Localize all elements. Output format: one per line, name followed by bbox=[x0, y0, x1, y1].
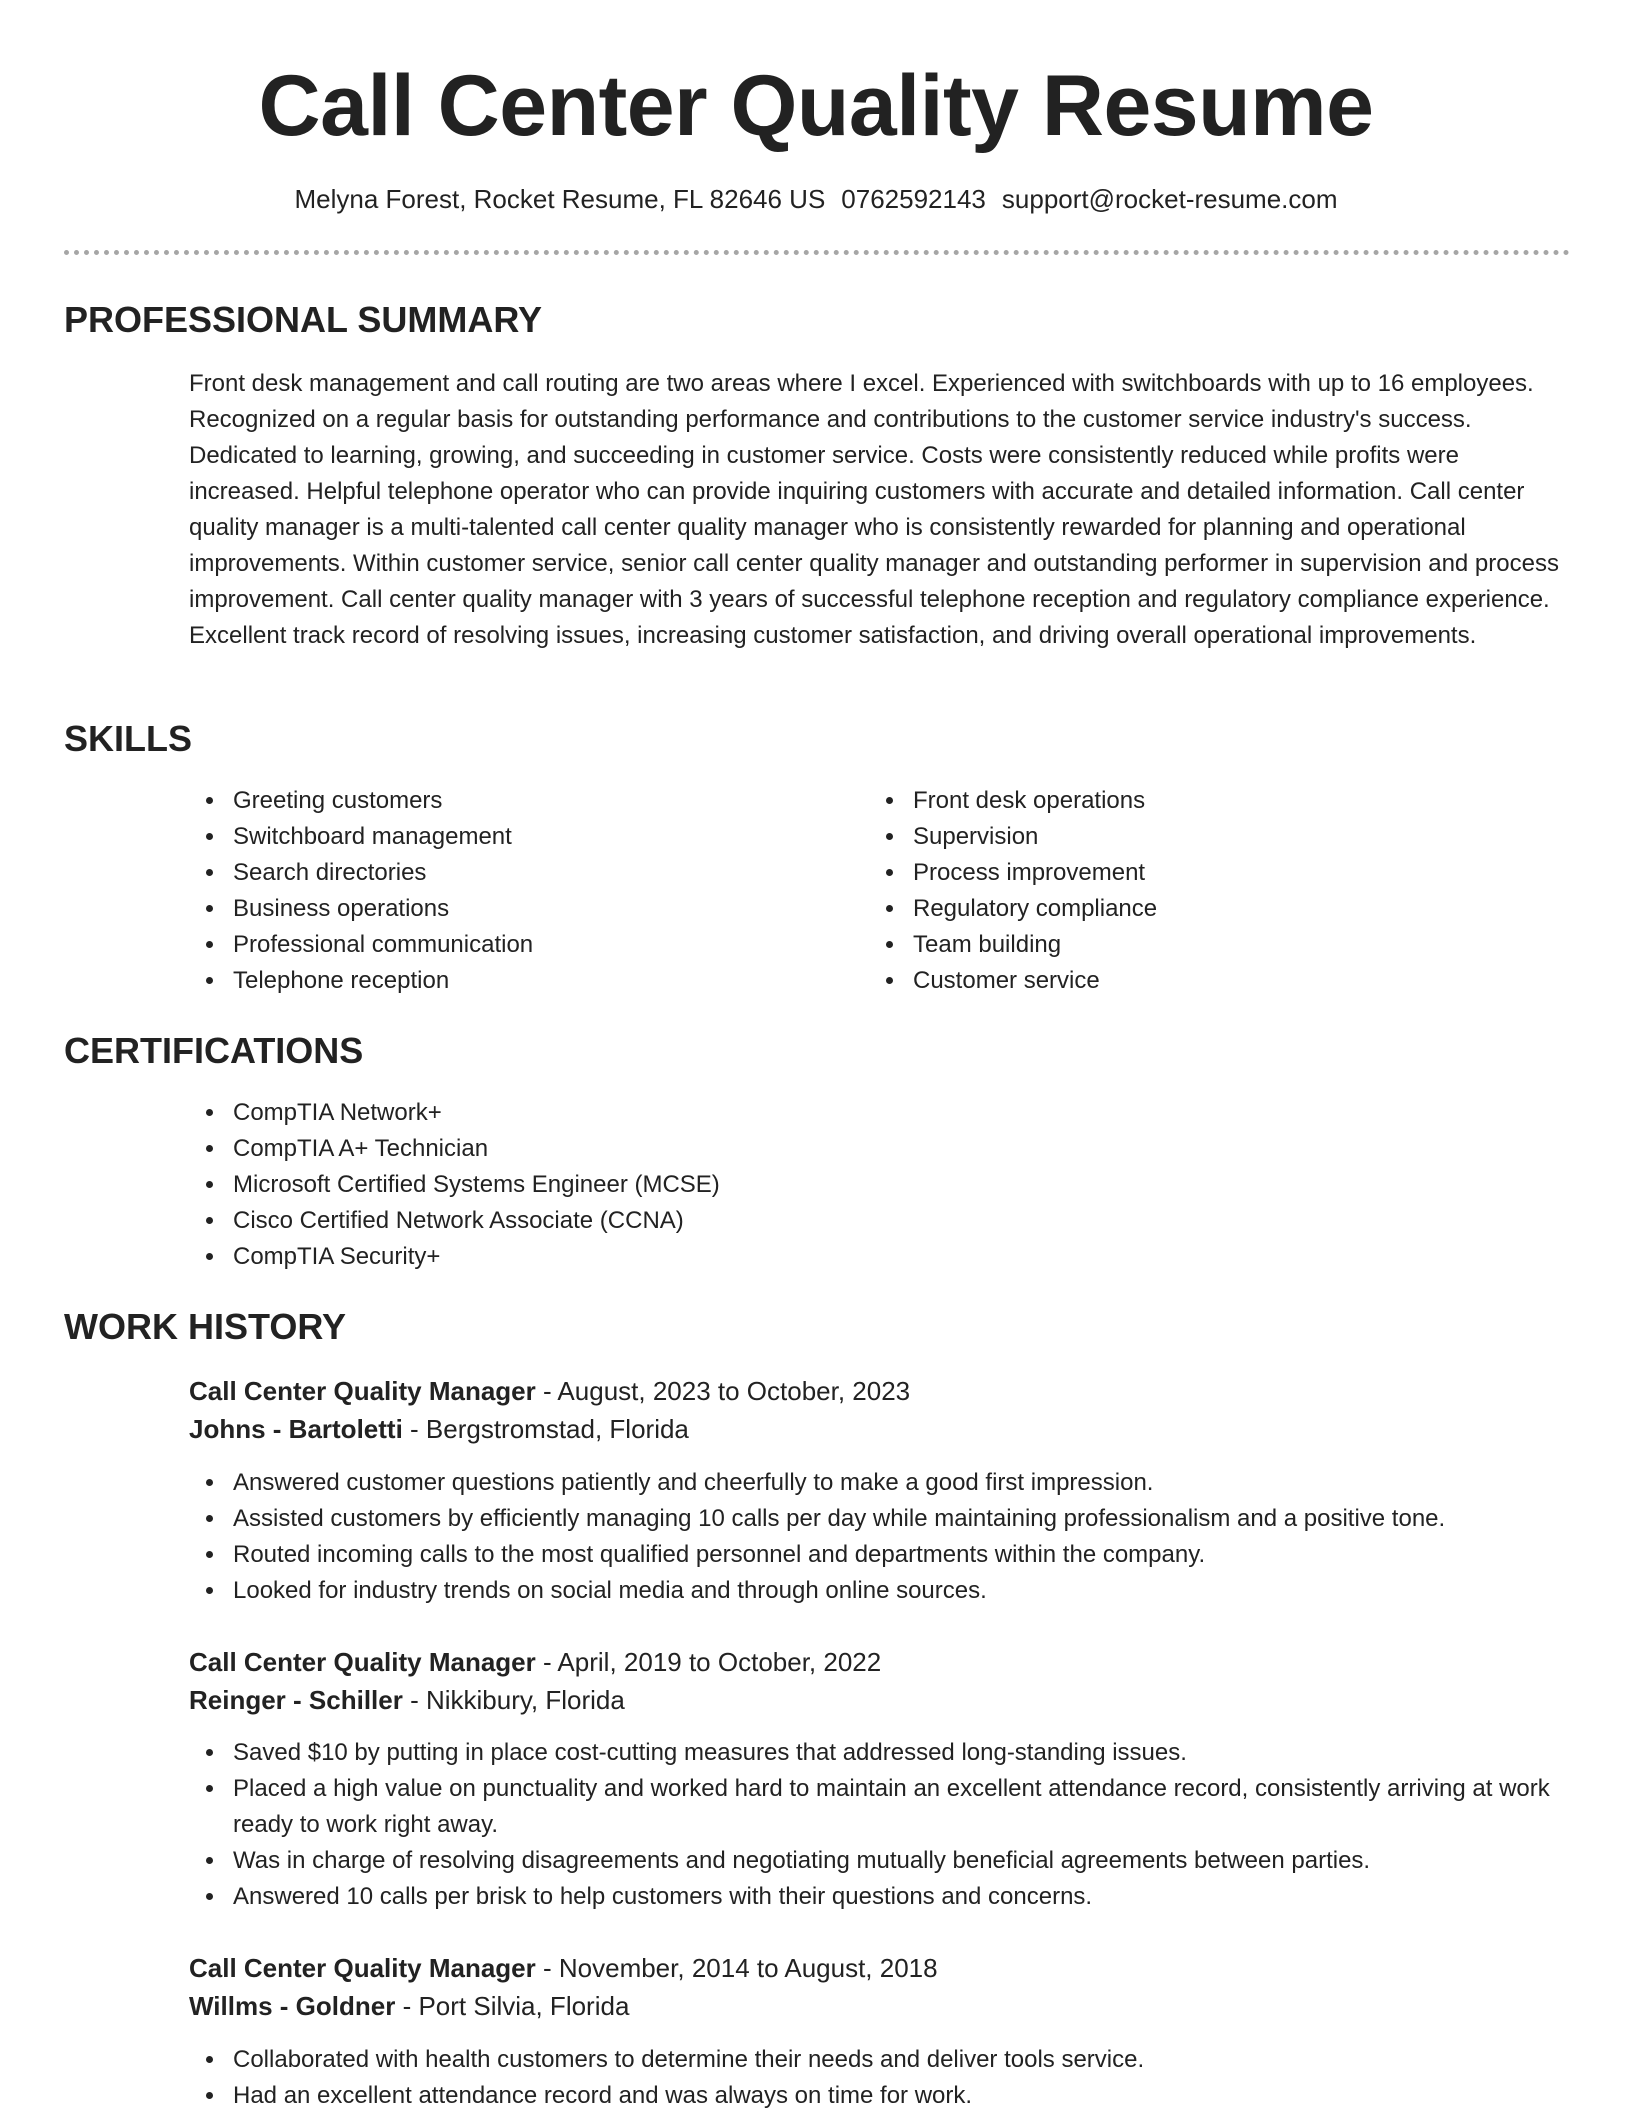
list-item: Saved $10 by putting in place cost-cutting measures that addressed long-standing issues. bbox=[189, 1735, 1569, 1771]
job-dates: - April, 2019 to October, 2022 bbox=[535, 1647, 882, 1677]
job-location: - Port Silvia, Florida bbox=[395, 1991, 630, 2021]
list-item: Had an excellent attendance record and was always on time for work. bbox=[189, 2078, 1569, 2112]
job-company-line bbox=[189, 1410, 689, 1448]
job-dates: - August, 2023 to October, 2023 bbox=[535, 1376, 911, 1406]
job-title-line bbox=[189, 1372, 910, 1410]
header-divider bbox=[64, 250, 1570, 255]
list-item: Was in charge of resolving disagreements and negotiating mutually beneficial agreements between parties. bbox=[189, 1843, 1569, 1879]
list-item: Placed a high value on punctuality and worked hard to maintain an excellent attendance record, consistently arriving at work ready to work right away. bbox=[189, 1771, 1569, 1843]
job-location: - Bergstromstad, Florida bbox=[402, 1414, 689, 1444]
job-company-line bbox=[189, 1681, 625, 1719]
list-item: Collaborated with health customers to determine their needs and deliver tools service. bbox=[189, 2042, 1569, 2078]
resume-title: Call Center Quality Resume bbox=[258, 58, 1374, 154]
list-item: Business operations bbox=[189, 891, 829, 927]
job-company: Reinger - Schiller bbox=[189, 1685, 403, 1715]
list-item: Microsoft Certified Systems Engineer (MCSE) bbox=[189, 1167, 1569, 1203]
list-item: CompTIA A+ Technician bbox=[189, 1131, 1569, 1167]
list-item: Search directories bbox=[189, 855, 829, 891]
job-title-line bbox=[189, 1643, 881, 1681]
certifications-list bbox=[189, 1095, 1569, 1275]
list-item: Team building bbox=[869, 927, 1509, 963]
skills-list-right bbox=[869, 783, 1509, 999]
job-bullets bbox=[189, 1465, 1569, 1609]
contact-email: support@rocket-resume.com bbox=[1001, 184, 1338, 214]
list-item: Regulatory compliance bbox=[869, 891, 1509, 927]
list-item: Cisco Certified Network Associate (CCNA) bbox=[189, 1203, 1569, 1239]
job-company-line bbox=[189, 1987, 629, 2025]
list-item: Front desk operations bbox=[869, 783, 1509, 819]
list-item: Professional communication bbox=[189, 927, 829, 963]
contact-line bbox=[0, 181, 1632, 217]
work-history-heading: WORK HISTORY bbox=[64, 1306, 347, 1347]
skills-heading: SKILLS bbox=[64, 718, 193, 759]
list-item: Switchboard management bbox=[189, 819, 829, 855]
job-company: Johns - Bartoletti bbox=[189, 1414, 403, 1444]
job-title: Call Center Quality Manager bbox=[189, 1376, 536, 1406]
certifications-heading: CERTIFICATIONS bbox=[64, 1030, 364, 1071]
list-item: Supervision bbox=[869, 819, 1509, 855]
list-item: CompTIA Network+ bbox=[189, 1095, 1569, 1131]
summary-text: Front desk management and call routing are two areas where I excel. Experienced with switchboards with up to 16 employees. Recognized on a regular basis for outstanding performance and contributions to the customer service industry's success. Dedicated to learning, growing, and succeeding in customer service. Costs were consistently reduced while profits were increased. Helpful telephone operator who can provide inquiring customers with accurate and detailed information. Call center quality manager is a multi-talented call center quality manager who is consistently rewarded for planning and operational improvements. Within customer service, senior call center quality manager and outstanding performer in supervision and process improvement. Call center quality manager with 3 years of successful telephone reception and regulatory compliance experience. Excellent track record of resolving issues, increasing customer satisfaction, and driving overall operational improvements. bbox=[189, 370, 1559, 649]
job-title: Call Center Quality Manager bbox=[189, 1647, 536, 1677]
job-location: - Nikkibury, Florida bbox=[402, 1685, 625, 1715]
list-item: Answered customer questions patiently and cheerfully to make a good first impression. bbox=[189, 1465, 1569, 1501]
job-bullets bbox=[189, 2042, 1569, 2112]
list-item: CompTIA Security+ bbox=[189, 1239, 1569, 1275]
job-title-line bbox=[189, 1949, 938, 1987]
list-item: Assisted customers by efficiently managing 10 calls per day while maintaining professionalism and a positive tone. bbox=[189, 1501, 1569, 1537]
job-dates: - November, 2014 to August, 2018 bbox=[535, 1953, 938, 1983]
job-bullets bbox=[189, 1735, 1569, 1915]
list-item: Answered 10 calls per brisk to help customers with their questions and concerns. bbox=[189, 1879, 1569, 1915]
list-item: Process improvement bbox=[869, 855, 1509, 891]
job-title: Call Center Quality Manager bbox=[189, 1953, 536, 1983]
list-item: Greeting customers bbox=[189, 783, 829, 819]
list-item: Telephone reception bbox=[189, 963, 829, 999]
list-item: Looked for industry trends on social media and through online sources. bbox=[189, 1573, 1569, 1609]
contact-address: Melyna Forest, Rocket Resume, FL 82646 US bbox=[294, 184, 826, 214]
contact-phone: 0762592143 bbox=[841, 184, 986, 214]
list-item: Routed incoming calls to the most qualified personnel and departments within the company. bbox=[189, 1537, 1569, 1573]
summary-heading: PROFESSIONAL SUMMARY bbox=[64, 299, 543, 340]
list-item: Customer service bbox=[869, 963, 1509, 999]
job-company: Willms - Goldner bbox=[189, 1991, 396, 2021]
skills-list-left bbox=[189, 783, 829, 999]
